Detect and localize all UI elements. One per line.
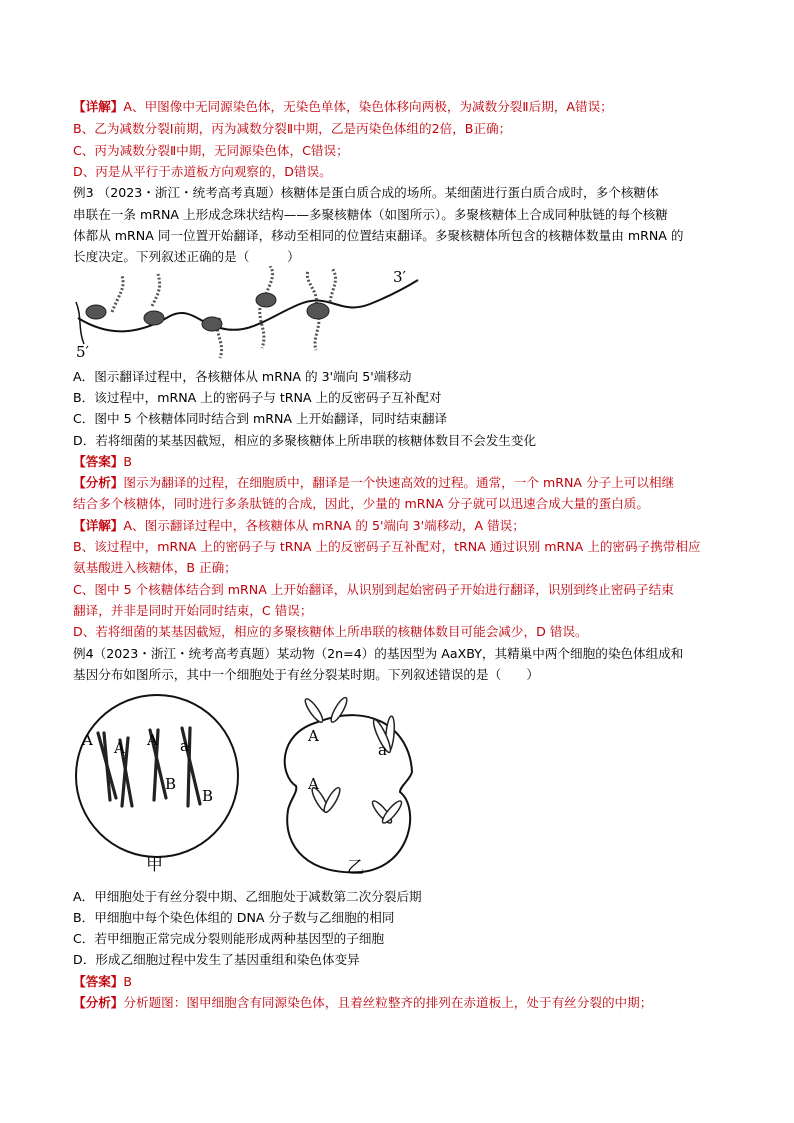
analysis-text: 分析题图：图甲细胞含有同源染色体，且着丝粒整齐的排列在赤道板上，处于有丝分裂的中期； (123, 995, 653, 1010)
gene-label: A (308, 727, 319, 745)
cell-jia-label: 甲 (146, 855, 163, 875)
ribosome (307, 303, 329, 319)
gene-label: A (82, 731, 93, 749)
label-5-prime: 5′ (76, 343, 89, 361)
detail-text: A、图示翻译过程中，各核糖体从 mRNA 的 5'端向 3'端移动，A 错误； (123, 518, 525, 533)
answer-value: B (123, 974, 133, 989)
gene-label: A (147, 731, 158, 749)
mrna-tail (76, 302, 84, 344)
ex4-option-b: B．甲细胞中每个染色体组的 DNA 分子数与乙细胞的相同 (73, 910, 395, 925)
detail-line-d: D、丙是从平行于赤道板方向观察的，D错误。 (73, 164, 332, 179)
ribosome (144, 311, 164, 325)
analysis-text: 图示为翻译的过程，在细胞质中，翻译是一个快速高效的过程。通常，一个 mRNA 分子上可以相继 (123, 475, 675, 490)
detail-line-a (73, 99, 613, 115)
ribosome (202, 317, 222, 331)
ex3-detail-1 (73, 518, 525, 534)
detail-line-b: B、乙为减数分裂Ⅰ前期，丙为减数分裂Ⅱ中期，乙是丙染色体组的2倍，B正确； (73, 121, 512, 136)
polyribosome-figure (70, 266, 430, 364)
ex4-option-c: C．若甲细胞正常完成分裂则能形成两种基因型的子细胞 (73, 931, 385, 946)
detail-tag: 【详解】 (73, 99, 124, 114)
gene-label: a (378, 741, 387, 759)
cell-jia-membrane (76, 695, 238, 857)
answer-tag: 【答案】 (73, 974, 124, 989)
ex4-option-a: A．甲细胞处于有丝分裂中期、乙细胞处于减数第二次分裂后期 (73, 889, 422, 904)
ex3-detail-2: B、该过程中，mRNA 上的密码子与 tRNA 上的反密码子互补配对，tRNA 通过识别 mRNA 上的密码子携带相应 (73, 539, 701, 554)
gene-label: B (202, 787, 214, 805)
ex3-answer (73, 454, 132, 470)
mrna-strand (78, 280, 418, 331)
ex3-option-a: A．图示翻译过程中，各核糖体从 mRNA 的 3'端向 5'端移动 (73, 369, 412, 384)
cell-yi-label: 乙 (347, 858, 364, 878)
ex3-stem-2: 串联在一条 mRNA 上形成念珠状结构——多聚核糖体（如图所示）。多聚核糖体上合成同种肽链的每个核糖 (73, 207, 668, 222)
gene-label: A (114, 739, 125, 757)
ribosome (256, 293, 276, 307)
ex3-stem-3: 体都从 mRNA 同一位置开始翻译，移动至相同的位置结束翻译。多聚核糖体所包含的核糖体数量由 mRNA 的 (73, 228, 684, 243)
answer-value: B (123, 454, 133, 469)
ex3-stem-1: 例3 （2023・浙江・统考高考真题）核糖体是蛋白质合成的场所。某细菌进行蛋白质合成时，多个核糖体 (73, 185, 659, 200)
detail-tag: 【详解】 (73, 518, 124, 533)
ex4-stem-1: 例4（2023・浙江・统考高考真题）某动物（2n=4）的基因型为 AaXBY，其精巢中两个细胞的染色体组成和 (73, 646, 684, 661)
gene-label: a (180, 737, 189, 755)
ribosome (86, 305, 106, 319)
ex3-detail-3: 氨基酸进入核糖体，B 正确； (73, 560, 237, 575)
detail-line-c: C、丙为减数分裂Ⅱ中期，无同源染色体，C错误； (73, 143, 349, 158)
gene-label: A (308, 775, 319, 793)
answer-tag: 【答案】 (73, 454, 124, 469)
ex4-stem-2: 基因分布如图所示，其中一个细胞处于有丝分裂某时期。下列叙述错误的是（ ） (73, 667, 539, 682)
ex3-analysis-2: 结合多个核糖体，同时进行多条肽链的合成，因此，少量的 mRNA 分子就可以迅速合成大量的蛋白质。 (73, 496, 649, 511)
ex3-detail-6: D、若将细菌的某基因截短，相应的多聚核糖体上所串联的核糖体数目可能会减少，D 错误。 (73, 624, 588, 639)
label-3-prime: 3′ (393, 268, 406, 286)
ex4-analysis (73, 995, 652, 1011)
ex3-stem-4: 长度决定。下列叙述正确的是（ ） (73, 249, 300, 264)
peptide-chains (112, 266, 335, 358)
analysis-tag: 【分析】 (73, 475, 124, 490)
cell-figures (70, 688, 450, 883)
ex4-option-d: D．形成乙细胞过程中发生了基因重组和染色体变异 (73, 952, 360, 967)
ex4-answer (73, 974, 132, 990)
ribosomes (86, 293, 329, 331)
ex3-detail-4: C、图中 5 个核糖体结合到 mRNA 上开始翻译，从识别到起始密码子开始进行翻译，识别到终止密码子结束 (73, 582, 674, 597)
ex3-option-b: B．该过程中，mRNA 上的密码子与 tRNA 上的反密码子互补配对 (73, 390, 442, 405)
detail-text: A、甲图像中无同源染色体，无染色单体，染色体移向两极，为减数分裂Ⅱ后期，A错误； (123, 99, 613, 114)
ex3-analysis-1 (73, 475, 674, 491)
ex3-detail-5: 翻译，并非是同时开始同时结束，C 错误； (73, 603, 313, 618)
ex3-option-c: C．图中 5 个核糖体同时结合到 mRNA 上开始翻译，同时结束翻译 (73, 411, 448, 426)
gene-label: B (165, 775, 177, 793)
ex3-option-d: D．若将细菌的某基因截短，相应的多聚核糖体上所串联的核糖体数目不会发生变化 (73, 433, 537, 448)
analysis-tag: 【分析】 (73, 995, 124, 1010)
